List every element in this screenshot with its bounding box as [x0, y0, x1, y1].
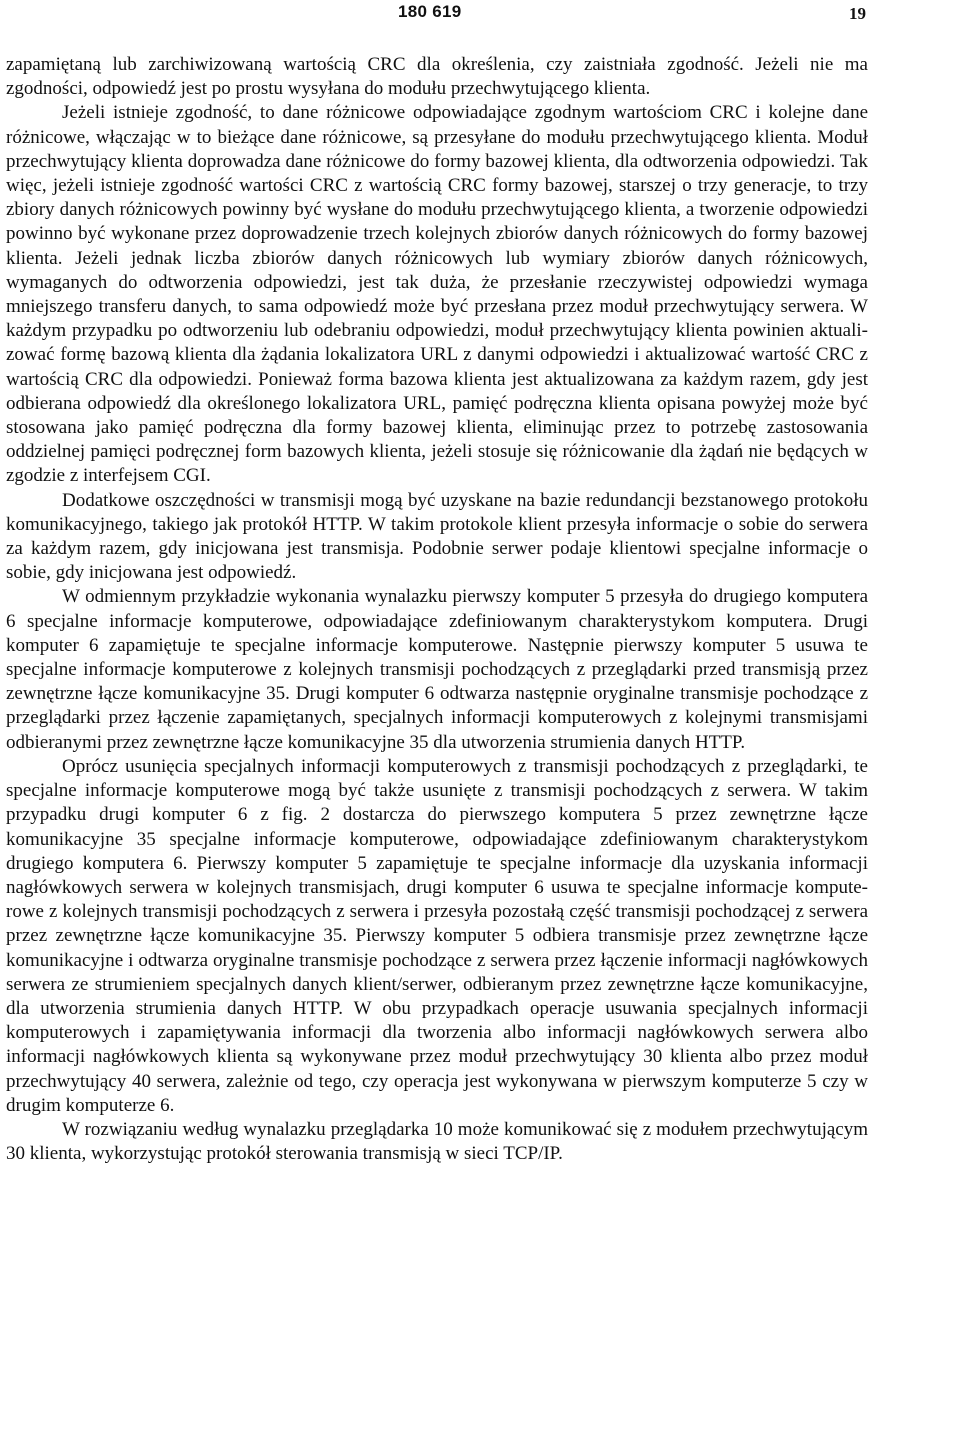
page-header — [0, 2, 960, 30]
document-number: 180 619 — [398, 2, 462, 21]
page-number: 19 — [849, 4, 866, 23]
paragraph: Dodatkowe oszczędności w transmisji mogą być uzyskane na bazie redundancji bezstanowego protokołu komunikacyjnego, takiego jak protokół HTTP. W takim protokole klient przesyła informacje o sobie do serwera za każdym razem, gdy inicjowana jest transmisja. Podobnie serwer podaje klientowi specjalne informacje o sobie, gdy inicjowana jest odpowiedź. — [6, 489, 868, 584]
paragraph: Oprócz usunięcia specjalnych informacji komputerowych z transmisji pochodzących z przeglądarki, te specjalne informacje komputerowe mogą być także usunięte z transmisji pochodzących z serwera. W takim przypadku drugi komputer 6 z fig. 2 dostarcza do pierwszego komputera 5 przez zewnętrzne łącze komunikacyjne 35 specjalne informacje komputerowe, odpowiadające zdefiniowanym charakterystykom drugiego komputera 6. Pierwszy komputer 5 zapamiętuje te specjalne informacje dla uzyskania informacji nagłówkowych serwera w kolejnych transmisjach, drugi komputer 6 usuwa te specjalne informacje komputerowe z kolejnych transmisji pochodzących z serwera i przesyła pozostałą część transmisji pochodzącej z serwera przez zewnętrzne łącze komunikacyjne 35. Pierwszy komputer 5 odbiera transmisje przez zewnętrzne łącze komunikacyjne i odtwarza oryginalne transmisje pochodzące z serwera przez łączenie informacji nagłówkowych serwera ze strumieniem specjalnych danych klient/serwer, odbieranym przez zewnętrzne łącze komunikacyjne, dla utworzenia strumienia danych HTTP. W obu przypadkach operacje usuwania specjalnych informacji komputerowych i zapamiętywania informacji dla tworzenia albo informacji nagłówkowych serwera albo informacji nagłówkowych klienta są wykonywane przez moduł przechwytujący 30 klienta albo przez moduł przechwytujący 40 serwera, zależnie od tego, czy operacja jest wykonywana w pierwszym komputerze 5 czy w drugim komputerze 6. — [6, 755, 868, 1116]
paragraph: W odmiennym przykładzie wykonania wynalazku pierwszy komputer 5 przesyła do drugiego komputera 6 specjalne informacje komputerowe, odpowiadające zdefiniowanym charakterystykom komputera. Drugi komputer 6 zapamiętuje te specjalne informacje komputerowe. Następnie pierwszy komputer 5 usuwa te specjalne informacje komputerowe z kolejnych transmisji pochodzących z przeglądarki przed transmisją przez zewnętrzne łącze komunikacyjne 35. Drugi komputer 6 odtwarza następnie oryginalne transmisje pochodzące z przeglądarki przez łączenie zapamiętanych, specjalnych informacji komputerowych z kolejnymi transmisjami odbieranymi przez zewnętrzne łącze komunikacyjne 35 dla utworzenia strumienia danych HTTP. — [6, 586, 868, 753]
body-text — [6, 53, 868, 1166]
paragraph: W rozwiązaniu według wynalazku przeglądarka 10 może komunikować się z modułem przechwytującym 30 klienta, wykorzystując protokół sterowania transmisją w sieci TCP/IP. — [6, 1118, 868, 1165]
paragraph: zapamiętaną lub zarchiwizowaną wartością CRC dla określenia, czy zaistniała zgodność. Jeżeli nie ma zgodności, odpowiedź jest po prostu wysyłana do modułu przechwytującego klienta. — [6, 54, 868, 100]
paragraph: Jeżeli istnieje zgodność, to dane różnicowe odpowiadające zgodnym wartościom CRC i kolejne dane różnicowe, włączając w to bieżące dane różnicowe, są przesyłane do modułu przechwytującego klienta. Moduł przechwytujący klienta doprowadza dane różnicowe do formy bazowej klienta, dla odtworzenia odpowiedzi. Tak więc, jeżeli istnieje zgodność wartości CRC z wartością CRC formy bazowej, starszej o trzy generacje, to trzy zbiory danych różnicowych powinny być wysłane do modułu przechwytującego klienta, a tworzenie odpowiedzi powinno być wykonane przez doprowadzenie trzech kolejnych zbiorów danych różnicowych do formy bazowej klienta. Jeżeli jednak liczba zbiorów danych różnicowych lub wymiary zbiorów danych różnicowych, wymaganych do odtworzenia odpowiedzi, jest tak duża, że przesłanie rzeczywistej odpowiedzi wymaga mniejszego transferu danych, to sama odpowiedź może być przesłana przez moduł przechwytujący serwera. W każdym przypadku po odtworzeniu lub odebraniu odpowiedzi, moduł przechwytujący klienta powinien aktualizować formę bazową klienta dla żądania lokalizatora URL z danymi odpowiedzi i aktualizować wartość CRC z wartością CRC dla odpowiedzi. Ponieważ forma bazowa klienta jest aktualizowana za każdym razem, gdy jest odbierana odpowiedź dla określonego lokalizatora URL, pamięć podręczna klienta opisana powyżej może być stosowana jako pamięć podręczna dla formy bazowej klienta, eliminując przez to potrzebę zastosowania oddzielnej pamięci podręcznej form bazowych klienta, jeżeli stosuje się różnicowanie dla żądań nie będących w zgodzie z interfejsem CGI. — [6, 102, 868, 487]
